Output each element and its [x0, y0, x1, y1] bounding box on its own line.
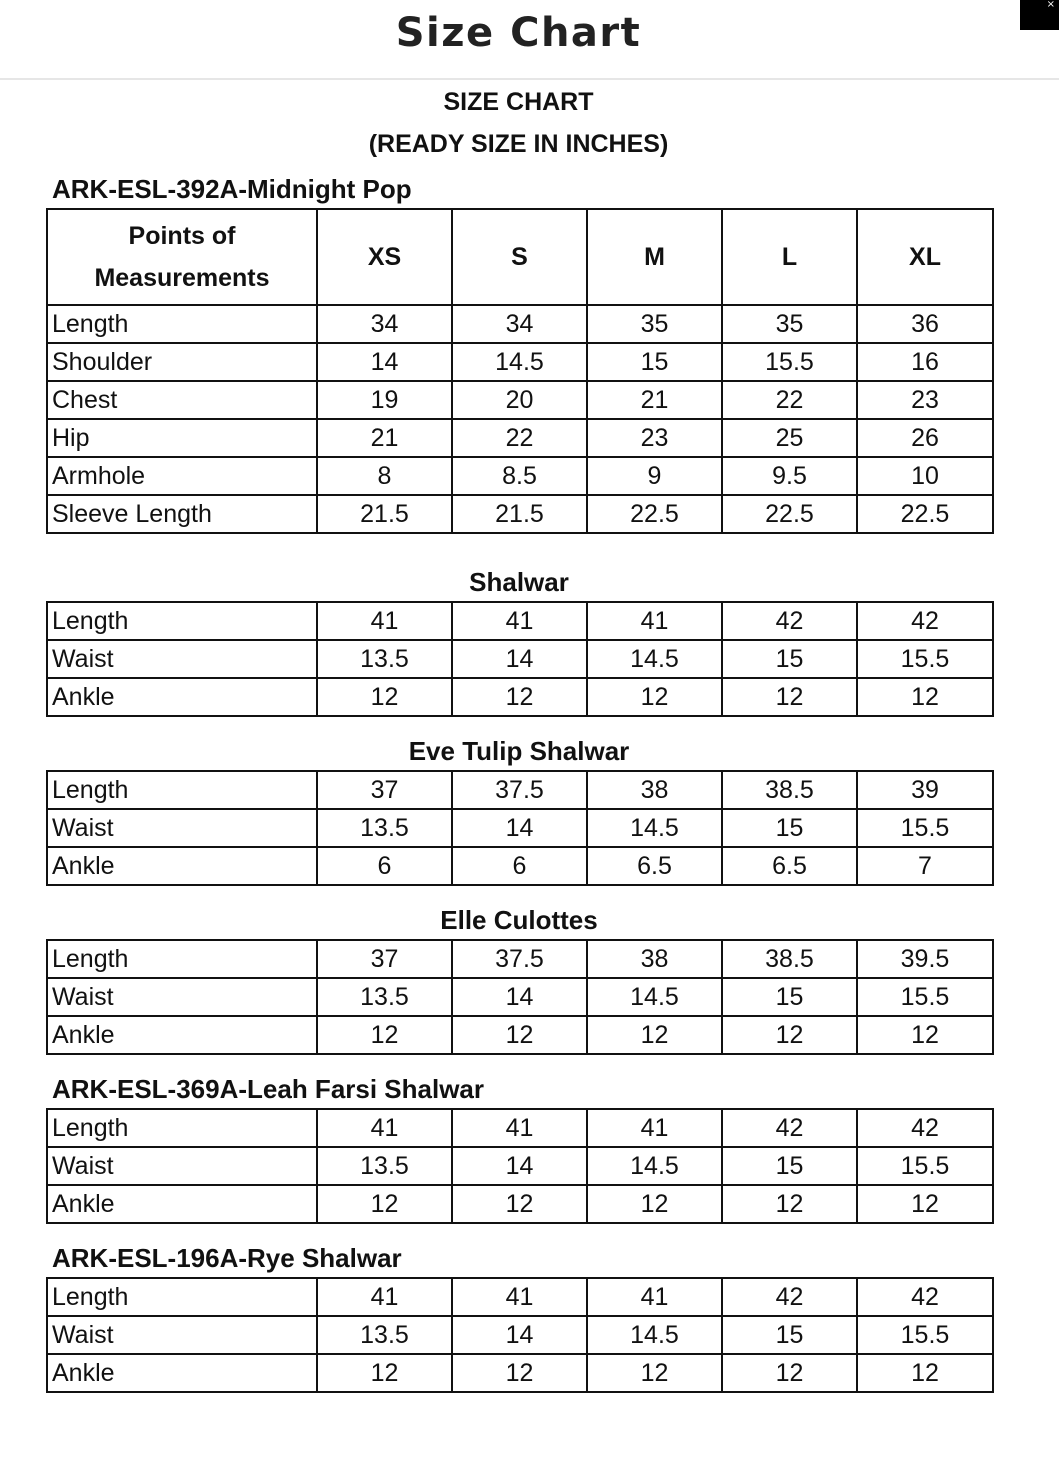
- measurement-cell: 14: [452, 809, 587, 847]
- measurement-cell: 14.5: [587, 978, 722, 1016]
- row-label: Chest: [47, 381, 317, 419]
- size-table: [46, 601, 994, 717]
- table-row: [47, 1278, 993, 1316]
- measurement-cell: 26: [857, 419, 993, 457]
- row-label: Length: [47, 602, 317, 640]
- measurement-cell: 12: [722, 1016, 857, 1054]
- header-size: XL: [857, 209, 993, 305]
- row-label: Sleeve Length: [47, 495, 317, 533]
- measurement-cell: 14.5: [587, 1316, 722, 1354]
- modal-header: [0, 0, 1059, 80]
- measurement-cell: 21.5: [452, 495, 587, 533]
- measurement-cell: 22.5: [722, 495, 857, 533]
- row-label: Ankle: [47, 1016, 317, 1054]
- measurement-cell: 12: [857, 1354, 993, 1392]
- modal-title: Size Chart: [395, 10, 642, 56]
- measurement-cell: 35: [587, 305, 722, 343]
- measurement-cell: 15: [722, 640, 857, 678]
- measurement-cell: 12: [317, 1354, 452, 1392]
- measurement-cell: 36: [857, 305, 993, 343]
- table-row: [47, 847, 993, 885]
- measurement-cell: 12: [452, 1185, 587, 1223]
- measurement-cell: 22: [452, 419, 587, 457]
- header-size: XS: [317, 209, 452, 305]
- measurement-cell: 41: [317, 1278, 452, 1316]
- measurement-cell: 14.5: [452, 343, 587, 381]
- measurement-cell: 13.5: [317, 640, 452, 678]
- measurement-cell: 15: [587, 343, 722, 381]
- table-row: [47, 640, 993, 678]
- size-table: [46, 939, 994, 1055]
- measurement-cell: 14: [452, 640, 587, 678]
- row-label: Ankle: [47, 847, 317, 885]
- measurement-cell: 42: [722, 602, 857, 640]
- chart-subheading: (READY SIZE IN INCHES): [368, 130, 669, 158]
- table-row: [47, 457, 993, 495]
- measurement-cell: 15.5: [857, 640, 993, 678]
- measurement-cell: 21: [587, 381, 722, 419]
- measurement-cell: 6.5: [587, 847, 722, 885]
- measurement-cell: 23: [857, 381, 993, 419]
- measurement-cell: 6: [317, 847, 452, 885]
- measurement-cell: 42: [722, 1278, 857, 1316]
- measurement-cell: 12: [857, 1185, 993, 1223]
- measurement-cell: 21: [317, 419, 452, 457]
- measurement-cell: 12: [452, 1354, 587, 1392]
- measurement-cell: 42: [857, 602, 993, 640]
- header-size: L: [722, 209, 857, 305]
- measurement-cell: 38: [587, 940, 722, 978]
- measurement-cell: 12: [587, 678, 722, 716]
- measurement-cell: 9: [587, 457, 722, 495]
- section-title: ARK-ESL-392A-Midnight Pop: [52, 174, 412, 204]
- measurement-cell: 15.5: [857, 809, 993, 847]
- table-row: [47, 809, 993, 847]
- table-row: [47, 940, 993, 978]
- measurement-cell: 12: [452, 1016, 587, 1054]
- table-row: [47, 1147, 993, 1185]
- measurement-cell: 15.5: [857, 978, 993, 1016]
- measurement-cell: 37.5: [452, 940, 587, 978]
- measurement-cell: 41: [452, 1278, 587, 1316]
- measurement-cell: 14.5: [587, 809, 722, 847]
- table-row: [47, 419, 993, 457]
- measurement-cell: 42: [857, 1278, 993, 1316]
- header-row: [47, 209, 993, 305]
- measurement-cell: 13.5: [317, 978, 452, 1016]
- measurement-cell: 12: [452, 678, 587, 716]
- measurement-cell: 41: [452, 1109, 587, 1147]
- row-label: Hip: [47, 419, 317, 457]
- measurement-cell: 12: [722, 1354, 857, 1392]
- row-label: Shoulder: [47, 343, 317, 381]
- measurement-cell: 19: [317, 381, 452, 419]
- measurement-cell: 41: [587, 1278, 722, 1316]
- header-points-of-measurements: Points of Measurements: [47, 209, 317, 305]
- close-button[interactable]: [1020, 0, 1059, 30]
- measurement-cell: 21.5: [317, 495, 452, 533]
- measurement-cell: 14: [452, 978, 587, 1016]
- row-label: Ankle: [47, 1354, 317, 1392]
- measurement-cell: 12: [587, 1016, 722, 1054]
- table-row: [47, 1185, 993, 1223]
- row-label: Length: [47, 305, 317, 343]
- row-label: Length: [47, 771, 317, 809]
- row-label: Waist: [47, 1147, 317, 1185]
- measurement-cell: 39: [857, 771, 993, 809]
- size-table: [46, 208, 994, 534]
- section-title: ARK-ESL-369A-Leah Farsi Shalwar: [52, 1074, 485, 1104]
- measurement-cell: 41: [317, 1109, 452, 1147]
- measurement-cell: 12: [722, 678, 857, 716]
- table-row: [47, 1354, 993, 1392]
- measurement-cell: 16: [857, 343, 993, 381]
- measurement-cell: 22: [722, 381, 857, 419]
- measurement-cell: 9.5: [722, 457, 857, 495]
- chart-heading: SIZE CHART: [443, 88, 594, 116]
- measurement-cell: 22.5: [587, 495, 722, 533]
- measurement-cell: 41: [587, 1109, 722, 1147]
- measurement-cell: 13.5: [317, 809, 452, 847]
- measurement-cell: 12: [857, 678, 993, 716]
- section-title: ARK-ESL-196A-Rye Shalwar: [52, 1243, 402, 1273]
- size-table: [46, 1277, 994, 1393]
- measurement-cell: 12: [317, 1185, 452, 1223]
- measurement-cell: 7: [857, 847, 993, 885]
- table-row: [47, 1109, 993, 1147]
- measurement-cell: 25: [722, 419, 857, 457]
- table-row: [47, 1316, 993, 1354]
- measurement-cell: 8.5: [452, 457, 587, 495]
- measurement-cell: 15.5: [857, 1316, 993, 1354]
- row-label: Length: [47, 1109, 317, 1147]
- measurement-cell: 39.5: [857, 940, 993, 978]
- measurement-cell: 13.5: [317, 1316, 452, 1354]
- measurement-cell: 12: [722, 1185, 857, 1223]
- measurement-cell: 12: [587, 1185, 722, 1223]
- measurement-cell: 14: [452, 1316, 587, 1354]
- measurement-cell: 42: [722, 1109, 857, 1147]
- section-title: Shalwar: [469, 567, 569, 597]
- measurement-cell: 35: [722, 305, 857, 343]
- measurement-cell: 12: [587, 1354, 722, 1392]
- measurement-cell: 8: [317, 457, 452, 495]
- section-title: Eve Tulip Shalwar: [408, 736, 630, 766]
- measurement-cell: 41: [317, 602, 452, 640]
- table-row: [47, 602, 993, 640]
- measurement-cell: 15: [722, 1147, 857, 1185]
- measurement-cell: 12: [317, 1016, 452, 1054]
- measurement-cell: 14: [317, 343, 452, 381]
- measurement-cell: 23: [587, 419, 722, 457]
- measurement-cell: 12: [317, 678, 452, 716]
- measurement-cell: 38: [587, 771, 722, 809]
- table-row: [47, 771, 993, 809]
- measurement-cell: 34: [317, 305, 452, 343]
- table-row: [47, 305, 993, 343]
- row-label: Length: [47, 1278, 317, 1316]
- measurement-cell: 15.5: [722, 343, 857, 381]
- measurement-cell: 22.5: [857, 495, 993, 533]
- measurement-cell: 34: [452, 305, 587, 343]
- measurement-cell: 15: [722, 809, 857, 847]
- measurement-cell: 42: [857, 1109, 993, 1147]
- table-row: [47, 495, 993, 533]
- size-table: [46, 1108, 994, 1224]
- measurement-cell: 37: [317, 771, 452, 809]
- measurement-cell: 6.5: [722, 847, 857, 885]
- row-label: Length: [47, 940, 317, 978]
- measurement-cell: 38.5: [722, 940, 857, 978]
- measurement-cell: 10: [857, 457, 993, 495]
- close-icon: ×: [1046, 0, 1055, 10]
- measurement-cell: 20: [452, 381, 587, 419]
- measurement-cell: 37: [317, 940, 452, 978]
- row-label: Waist: [47, 640, 317, 678]
- measurement-cell: 41: [587, 602, 722, 640]
- row-label: Waist: [47, 1316, 317, 1354]
- table-row: [47, 381, 993, 419]
- header-size: M: [587, 209, 722, 305]
- measurement-cell: 14.5: [587, 640, 722, 678]
- measurement-cell: 6: [452, 847, 587, 885]
- row-label: Ankle: [47, 1185, 317, 1223]
- measurement-cell: 12: [857, 1016, 993, 1054]
- table-row: [47, 978, 993, 1016]
- row-label: Armhole: [47, 457, 317, 495]
- header-size: S: [452, 209, 587, 305]
- table-row: [47, 1016, 993, 1054]
- measurement-cell: 13.5: [317, 1147, 452, 1185]
- row-label: Waist: [47, 809, 317, 847]
- measurement-cell: 14: [452, 1147, 587, 1185]
- size-table: [46, 770, 994, 886]
- measurement-cell: 15: [722, 1316, 857, 1354]
- row-label: Ankle: [47, 678, 317, 716]
- measurement-cell: 14.5: [587, 1147, 722, 1185]
- table-row: [47, 343, 993, 381]
- measurement-cell: 15.5: [857, 1147, 993, 1185]
- row-label: Waist: [47, 978, 317, 1016]
- measurement-cell: 38.5: [722, 771, 857, 809]
- measurement-cell: 41: [452, 602, 587, 640]
- section-title: Elle Culottes: [440, 905, 598, 935]
- table-row: [47, 678, 993, 716]
- measurement-cell: 37.5: [452, 771, 587, 809]
- measurement-cell: 15: [722, 978, 857, 1016]
